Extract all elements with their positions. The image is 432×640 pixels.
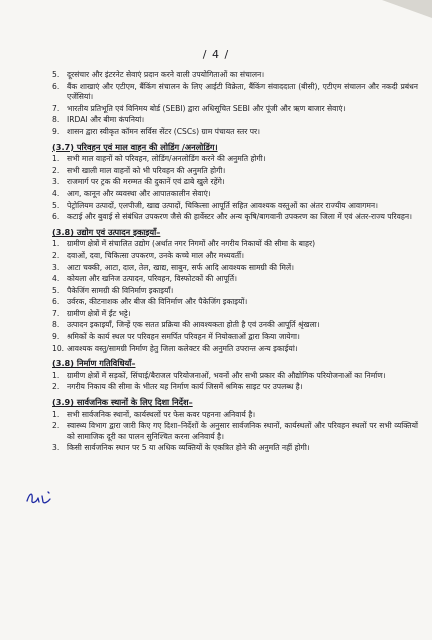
- item-text: IRDAI और बीमा कंपनियां।: [67, 115, 145, 125]
- item-text: उत्पादन इकाइयाँ, जिन्हें एक सतत प्रक्रिया की आवश्यकता होती है एवं उनकी आपूर्ति श्रृंखला।: [67, 320, 320, 330]
- item-number: 4.: [52, 188, 60, 198]
- item-text: आग, कानून और व्यवस्था और आपातकालीन सेवाएं।: [67, 188, 211, 198]
- document-body: [52, 70, 418, 455]
- item-text: पेट्रोलियम उत्पादों, एलपीजी, खाद्य उत्पादों, चिकित्सा आपूर्ति सहित आवश्यक वस्तुओं का अंतर राज्यीय आवागमन।: [67, 200, 378, 210]
- item-text: सभी सार्वजनिक स्थानों, कार्यस्थलों पर फेस कवर पहनना अनिवार्य है।: [67, 409, 256, 419]
- handwritten-signature: [24, 486, 58, 508]
- item-number: 6.: [52, 297, 60, 307]
- list-item: [52, 286, 418, 297]
- list-item: [52, 166, 418, 177]
- list-item: [52, 274, 418, 285]
- item-number: 6.: [52, 212, 60, 222]
- essential-services-list: [52, 70, 418, 138]
- item-text: सभी माल वाहनों को परिवहन, लोडिंग/अनलोडिंग करने की अनुमति होगी।: [67, 154, 266, 164]
- section-3-7-heading: (3.7) परिवहन एवं माल वाहन की लोडिंग /अनलोडिंग।: [52, 141, 218, 152]
- list-item: [52, 189, 418, 200]
- item-text: ग्रामीण क्षेत्रों में ईंट भट्टे।: [67, 308, 131, 318]
- item-text: बैंक शाखाएं और एटीएम, बैंकिंग संचालन के लिए आईटी विक्रेता, बैंकिंग संवाददाता (बीसी), एटीएम संचालन और नकदी प्रबंधन एजेंसियां।: [67, 81, 418, 102]
- item-number: 2.: [52, 165, 60, 175]
- item-text: पैकेजिंग सामग्री की विनिर्माण इकाइयाँ।: [67, 285, 174, 295]
- item-number: 6.: [52, 81, 60, 91]
- item-number: 5.: [52, 70, 60, 79]
- item-number: 1.: [52, 370, 60, 380]
- item-text: कटाई और बुवाई से संबंधित उपकरण जैसे की हार्वेस्टर और अन्य कृषि/बागवानी उपकरण का जिला में एवं अंतर-राज्य परिवहन।: [67, 212, 412, 222]
- section-3-8-heading: (3.8) उद्योग एवं उत्पादन इकाइयाँ–: [52, 226, 161, 237]
- item-text: ग्रामीण क्षेत्रों में सड़कों, सिंचाई/बैराजल परियोजनाओं, भवनों और सभी प्रकार की औद्योगिक परियोजनाओं का निर्माण।: [67, 370, 386, 380]
- list-item: [52, 320, 418, 331]
- item-text: दवाओं, दवा, चिकित्सा उपकरण, उनके कच्चे माल और मध्यवर्ती।: [67, 250, 244, 260]
- page-number: / 4 /: [202, 48, 230, 61]
- item-number: 9.: [52, 332, 60, 342]
- item-text: आवश्यक वस्तु/सामग्री निर्माण हेतु जिला कलेक्टर की अनुमति उपरान्त अन्य इकाईयां।: [67, 343, 298, 353]
- industry-list: [52, 239, 418, 354]
- list-item: [52, 421, 418, 442]
- item-text: श्रमिकों के कार्य स्थल पर परिवहन समर्पित परिवहन में नियोक्ताओं द्वारा किया जायेगा।: [67, 332, 300, 342]
- item-number: 5.: [52, 285, 60, 295]
- item-number: 1.: [52, 239, 60, 249]
- item-text: उर्वरक, कीटनाशक और बीज की विनिर्माण और पैकेजिंग इकाइयों।: [67, 297, 248, 307]
- list-item: [52, 263, 418, 274]
- list-item: [52, 115, 418, 126]
- item-number: 2.: [52, 382, 60, 392]
- list-item: [52, 104, 418, 115]
- item-number: 1.: [52, 409, 60, 419]
- construction-heading: (3.8) निर्माण गतिविधियाँ–: [52, 358, 136, 369]
- item-number: 4.: [52, 274, 60, 284]
- item-number: 8.: [52, 320, 60, 330]
- list-item: [52, 371, 418, 382]
- item-text: स्वास्थ्य विभाग द्वारा जारी किए गए दिशा–निर्देशों के अनुसार सार्वजनिक स्थानों, कार्यस्थलों और परिवहन स्थलों पर सभी व्यक्तियों को सामाजिक दूरी का पालन सुनिश्चित करना अनिवार्य है।: [67, 421, 418, 441]
- list-item: [52, 127, 418, 138]
- item-text: किसी सार्वजनिक स्थान पर 5 या अधिक व्यक्तियों के एकत्रित होने की अनुमति नहीं होगी।: [67, 443, 310, 453]
- item-text: ग्रामीण क्षेत्रों में संचालित उद्योग (अर्थात नगर निगमों और नगरीय निकायों की सीमा के बाहर): [67, 239, 316, 249]
- list-item: [52, 212, 418, 223]
- item-text: दूरसंचार और इंटरनेट सेवाएं प्रदान करने वाली उपयोगिताओं का संचालन।: [67, 70, 265, 79]
- item-number: 1.: [52, 154, 60, 164]
- item-number: 9.: [52, 126, 60, 136]
- item-text: कोयला और खनिज उत्पादन, परिवहन, विस्फोटकों की आपूर्ति।: [67, 274, 237, 284]
- list-item: [52, 332, 418, 343]
- item-number: 7.: [52, 103, 60, 113]
- list-item: [52, 443, 418, 454]
- list-item: [52, 177, 418, 188]
- list-item: [52, 297, 418, 308]
- public-places-list: [52, 410, 418, 454]
- list-item: [52, 344, 418, 355]
- item-text: नगरीय निकाय की सीमा के भीतर यह निर्माण कार्य जिसमें श्रमिक साइट पर उपलब्ध है।: [67, 382, 303, 392]
- item-number: 3.: [52, 262, 60, 272]
- item-number: 3.: [52, 177, 60, 187]
- list-item: [52, 410, 418, 421]
- item-number: 8.: [52, 115, 60, 125]
- list-item: [52, 382, 418, 393]
- list-item: [52, 309, 418, 320]
- item-number: 2.: [52, 421, 60, 431]
- item-text: शासन द्वारा स्वीकृत कॉमन सर्विस सेंटर (CSCs) ग्राम पंचायत स्तर पर।: [67, 126, 261, 136]
- list-item: [52, 239, 418, 250]
- section-3-9-heading: (3.9) सार्वजनिक स्थानों के लिए दिशा निर्देश–: [52, 397, 193, 408]
- list-item: [52, 70, 418, 81]
- item-number: 10.: [52, 343, 65, 353]
- list-item: [52, 154, 418, 165]
- item-number: 2.: [52, 250, 60, 260]
- transport-list: [52, 154, 418, 223]
- item-number: 3.: [52, 443, 60, 453]
- construction-list: [52, 371, 418, 393]
- item-number: 5.: [52, 200, 60, 210]
- list-item: [52, 82, 418, 103]
- list-item: [52, 251, 418, 262]
- item-text: राजमार्ग पर ट्रक की मरम्मत की दुकानें एवं ढाबे खुले रहेंगे।: [67, 177, 225, 187]
- list-item: [52, 201, 418, 212]
- item-text: भारतीय प्रतिभूति एवं विनिमय बोर्ड (SEBI) द्वारा अधिसूचित SEBI और पूंजी और ऋण बाजार सेवाएं।: [67, 103, 346, 113]
- item-text: सभी खाली माल वाहनों को भी परिवहन की अनुमति होगी।: [67, 165, 226, 175]
- item-number: 7.: [52, 308, 60, 318]
- item-text: आटा चक्की, आटा, दाल, तेल, खाद्य, साबुन, सर्फ आदि आवश्यक सामग्री की मिलें।: [67, 262, 294, 272]
- page-corner-edge: [362, 0, 432, 18]
